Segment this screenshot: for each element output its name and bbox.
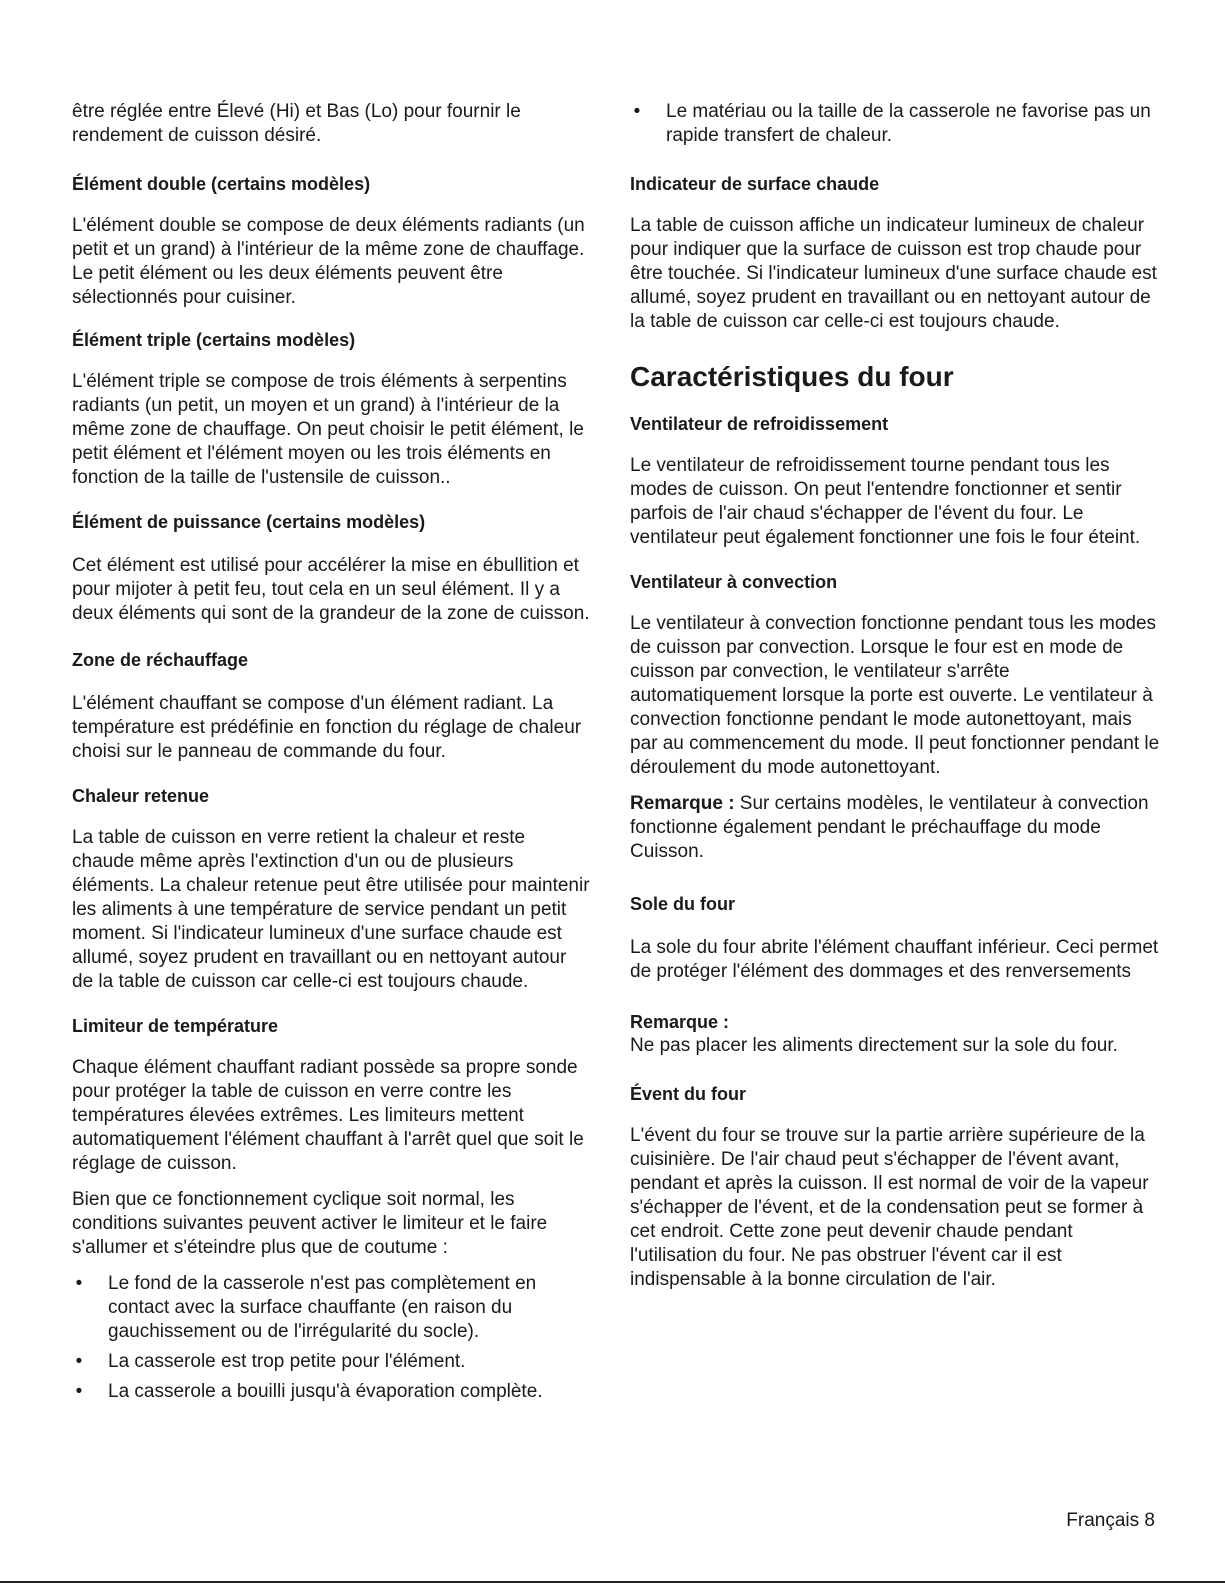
heading-indicateur-surface: Indicateur de surface chaude <box>630 174 880 194</box>
heading-element-puissance: Élément de puissance (certains modèles) <box>72 512 426 532</box>
paragraph-element-triple: L'élément triple se compose de trois éléments à serpentins radiants (un petit, un moyen et un grand) à l'intérieur de la même zone de chauffage. On peut choisir le petit élément, le petit élément et l'élément moyen ou les trois éléments en fonction de la taille de l'ustensile de cuisson.. <box>72 371 584 488</box>
bullet-icon: • <box>75 1351 83 1372</box>
heading-ventilateur-convection: Ventilateur à convection <box>630 572 838 592</box>
paragraph-ventilateur-refroidissement: Le ventilateur de refroidissement tourne pendant tous les modes de cuisson. On peut l'entendre fonctionner et sentir parfois de l'air chaud s'échapper de l'évent du four. Le ventilateur peut également fonctionner une fois le four éteint. <box>630 455 1141 548</box>
paragraph-element-double: L'élément double se compose de deux éléments radiants (un petit et un grand) à l'intérieur de la même zone de chauffage. Le petit élément ou les deux éléments peuvent être sélectionnés pour cuisiner. <box>72 215 585 308</box>
paragraph-chaleur-retenue: La table de cuisson en verre retient la chaleur et reste chaude même après l'extinction d'un ou de plusieurs éléments. La chaleur retenue peut être utilisée pour maintenir les aliments à une température de service pendant un petit moment. Si l'indicateur lumineux d'une surface chaude est allumé, soyez prudent en travaillant ou en nettoyant autour de la table de cuisson car celle-ci est toujours chaude. <box>72 827 590 992</box>
note-text-sole: Ne pas placer les aliments directement sur la sole du four. <box>630 1035 1118 1056</box>
paragraph-indicateur-surface: La table de cuisson affiche un indicateur lumineux de chaleur pour indiquer que la surface de cuisson est trop chaude pour être touchée. Si l'indicateur lumineux d'une surface chaude est allumé, soyez prudent en travaillant ou en nettoyant autour de la table de cuisson car celle-ci est toujours chaude. <box>630 215 1157 332</box>
paragraph-ventilateur-convection: Le ventilateur à convection fonctionne pendant tous les modes de cuisson par convection. Lorsque le four est en mode de cuisson par convection, le ventilateur s'arrête automatiquement lorsque la porte est ouverte. Le ventilateur à convection fonctionne pendant le mode autonettoyant, mais par au commencement du mode. Il peut fonctionner pendant le déroulement du mode autonettoyant. <box>630 613 1160 778</box>
list-item <box>72 1350 592 1374</box>
heading-limiteur-temperature: Limiteur de température <box>72 1016 279 1036</box>
note-text: Sur certains modèles, le ventilateur à convection fonctionne également pendant le préchauffage du mode Cuisson. <box>630 793 1149 862</box>
bottom-divider <box>0 1581 1225 1583</box>
list-item-text: Le matériau ou la taille de la casserole ne favorise pas un rapide transfert de chaleur. <box>666 101 1151 146</box>
note-convection <box>630 792 1160 864</box>
left-column <box>72 100 592 1404</box>
continued-bullet-list <box>630 100 1160 148</box>
list-item <box>630 100 1160 148</box>
page-footer: Français 8 <box>1066 1510 1155 1531</box>
heading-element-double: Élément double (certains modèles) <box>72 174 371 194</box>
bullet-icon: • <box>75 1273 83 1294</box>
heading-event-four: Évent du four <box>630 1084 746 1104</box>
list-item-text: Le fond de la casserole n'est pas complètement en contact avec la surface chauffante (en raison du gauchissement ou de l'irrégularité du socle). <box>108 1273 537 1342</box>
limiteur-bullet-list <box>72 1272 592 1404</box>
note-label-sole: Remarque : <box>630 1012 730 1032</box>
paragraph-sole-four: La sole du four abrite l'élément chauffant inférieur. Ceci permet de protéger l'élément des dommages et des renversements <box>630 937 1159 982</box>
list-item <box>72 1272 592 1344</box>
intro-paragraph: être réglée entre Élevé (Hi) et Bas (Lo) pour fournir le rendement de cuisson désiré. <box>72 101 521 146</box>
right-column <box>630 100 1160 1292</box>
list-item-text: La casserole est trop petite pour l'élément. <box>108 1351 466 1372</box>
paragraph-limiteur-1: Chaque élément chauffant radiant possède sa propre sonde pour protéger la table de cuisson en verre contre les températures élevées extrêmes. Les limiteurs mettent automatiquement l'élément chauffant à l'arrêt quel que soit le réglage de cuisson. <box>72 1057 584 1174</box>
paragraph-limiteur-2: Bien que ce fonctionnement cyclique soit normal, les conditions suivantes peuvent activer le limiteur et le faire s'allumer et s'éteindre plus que de coutume : <box>72 1189 548 1258</box>
section-title: Caractéristiques du four <box>630 361 954 392</box>
bullet-icon: • <box>75 1381 83 1402</box>
paragraph-zone-rechauffage: L'élément chauffant se compose d'un élément radiant. La température est prédéfinie en fonction du réglage de chaleur choisi sur le panneau de commande du four. <box>72 693 582 762</box>
bullet-icon: • <box>633 101 641 122</box>
note-label: Remarque : <box>630 793 735 814</box>
heading-element-triple: Élément triple (certains modèles) <box>72 330 356 350</box>
heading-zone-rechauffage: Zone de réchauffage <box>72 650 249 670</box>
paragraph-event-four: L'évent du four se trouve sur la partie arrière supérieure de la cuisinière. De l'air chaud peut s'échapper de l'évent avant, pendant et après la cuisson. Il est normal de voir de la vapeur s'échapper de l'évent, et de la condensation peut se former à cet endroit. Cette zone peut devenir chaude pendant l'utilisation du four. Ne pas obstruer l'évent car il est indispensable à la bonne circulation de l'air. <box>630 1125 1149 1290</box>
list-item <box>72 1380 592 1404</box>
paragraph-element-puissance: Cet élément est utilisé pour accélérer la mise en ébullition et pour mijoter à petit feu, tout cela en un seul élément. Il y a deux éléments qui sont de la grandeur de la zone de cuisson. <box>72 555 590 624</box>
list-item-text: La casserole a bouilli jusqu'à évaporation complète. <box>108 1381 543 1402</box>
heading-chaleur-retenue: Chaleur retenue <box>72 786 210 806</box>
heading-sole-four: Sole du four <box>630 894 735 914</box>
heading-ventilateur-refroidissement: Ventilateur de refroidissement <box>630 414 889 434</box>
